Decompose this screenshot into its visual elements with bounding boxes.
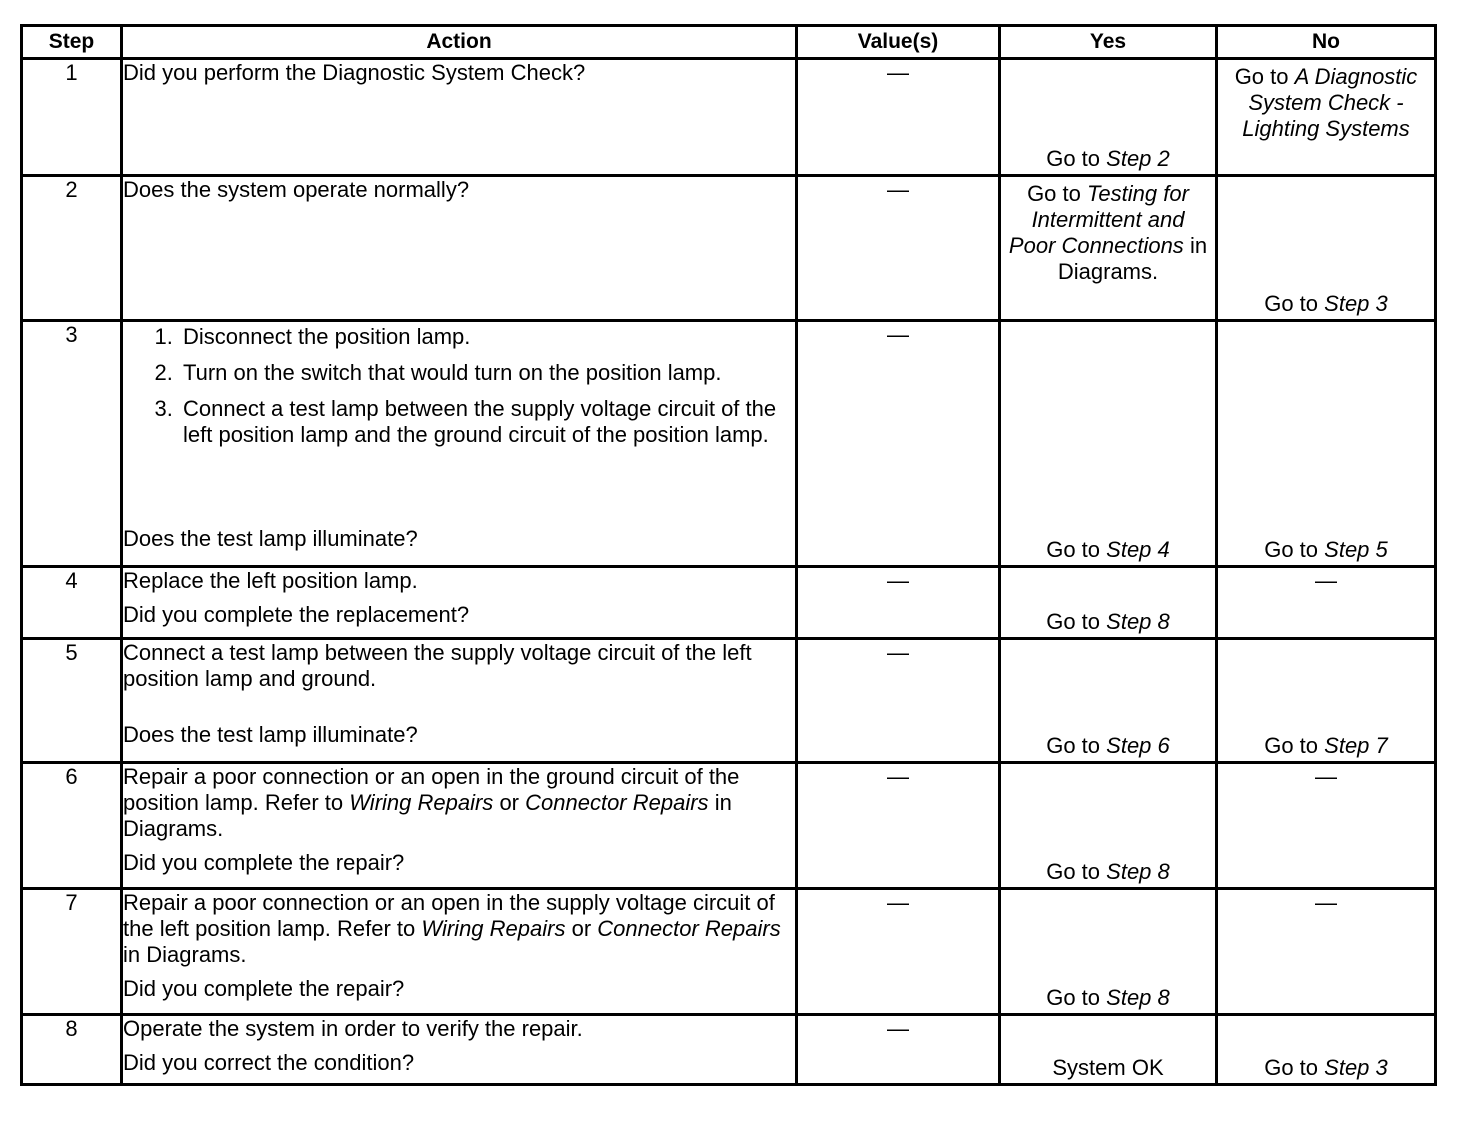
no-cell: [1217, 176, 1436, 321]
yes-link[interactable]: Step 8: [1106, 609, 1170, 634]
yes-prefix: Go to: [1046, 537, 1101, 562]
yes-link[interactable]: Step 4: [1106, 537, 1170, 562]
action-question: Does the system operate normally?: [123, 177, 470, 202]
action-question: Did you perform the Diagnostic System Check?: [123, 60, 586, 85]
table-row: [22, 321, 1436, 567]
system-ok-text: System OK: [1052, 1055, 1164, 1080]
action-instruction: Operate the system in order to verify the repair.: [123, 1016, 583, 1041]
list-item: 1. Disconnect the position lamp.: [179, 324, 795, 350]
yes-link[interactable]: Testing for Intermittent and Poor Connections: [1008, 181, 1189, 258]
diagnostic-table: [20, 24, 1437, 1086]
action-instruction: Replace the left position lamp.: [123, 568, 418, 593]
connector-repairs-link[interactable]: Connector Repairs: [525, 790, 709, 815]
action-cell: [122, 176, 797, 321]
value-cell: —: [797, 567, 1000, 639]
table-row: [22, 889, 1436, 1015]
no-link[interactable]: Step 3: [1324, 1055, 1388, 1080]
action-cell: [122, 567, 797, 639]
action-cell: [122, 763, 797, 889]
header-no: No: [1217, 26, 1436, 59]
value-cell: —: [797, 889, 1000, 1015]
yes-suffix: in: [1189, 233, 1208, 258]
yes-link[interactable]: Step 6: [1106, 733, 1170, 758]
wiring-repairs-link[interactable]: Wiring Repairs: [349, 790, 494, 815]
value-cell: —: [797, 176, 1000, 321]
no-link[interactable]: Step 5: [1324, 537, 1388, 562]
yes-link[interactable]: Step 8: [1106, 985, 1170, 1010]
connector-repairs-link[interactable]: Connector Repairs: [597, 916, 781, 941]
no-cell: [1217, 1015, 1436, 1085]
no-prefix: Go to: [1264, 1055, 1319, 1080]
no-cell: [1217, 639, 1436, 763]
value-cell: —: [797, 321, 1000, 567]
list-item: 3. Connect a test lamp between the supply voltage circuit of the left position lamp and the ground circuit of the position lamp.: [179, 396, 795, 448]
yes-prefix: Go to: [1027, 181, 1081, 206]
step-number: 7: [22, 889, 122, 1015]
yes-cell: [1000, 176, 1217, 321]
yes-cell: [1000, 321, 1217, 567]
table-row: [22, 59, 1436, 176]
value-cell: —: [797, 763, 1000, 889]
diagrams-text: Diagrams.: [146, 942, 247, 967]
no-cell: —: [1217, 567, 1436, 639]
step-number: 4: [22, 567, 122, 639]
wiring-repairs-link[interactable]: Wiring Repairs: [421, 916, 566, 941]
action-steps-list: [123, 324, 795, 458]
table-row: [22, 763, 1436, 889]
yes-prefix: Go to: [1046, 609, 1101, 634]
step-number: 2: [22, 176, 122, 321]
table-row: [22, 639, 1436, 763]
yes-prefix: Go to: [1046, 985, 1101, 1010]
action-cell: [122, 321, 797, 567]
yes-prefix: Go to: [1046, 733, 1101, 758]
no-cell: —: [1217, 763, 1436, 889]
step-number: 1: [22, 59, 122, 176]
no-link[interactable]: Step 7: [1324, 733, 1388, 758]
yes-link[interactable]: Step 8: [1106, 859, 1170, 884]
yes-link[interactable]: Step 2: [1106, 146, 1170, 171]
table-row: [22, 176, 1436, 321]
yes-prefix: Go to: [1046, 146, 1101, 171]
no-prefix: Go to: [1264, 291, 1319, 316]
yes-cell: [1000, 763, 1217, 889]
table-row: [22, 567, 1436, 639]
no-prefix: Go to: [1264, 537, 1319, 562]
yes-cell: [1000, 1015, 1217, 1085]
in-text: in: [123, 942, 141, 967]
header-row: [22, 26, 1436, 59]
action-instruction: Connect a test lamp between the supply voltage circuit of the left position lamp and ground.: [123, 640, 752, 691]
no-link[interactable]: A Diagnostic System Check - Lighting Systems: [1242, 64, 1418, 141]
yes-cell: [1000, 639, 1217, 763]
yes-cell: [1000, 889, 1217, 1015]
step-number: 5: [22, 639, 122, 763]
no-cell: —: [1217, 889, 1436, 1015]
action-question: Does the test lamp illuminate?: [123, 526, 418, 551]
header-step: Step: [22, 26, 122, 59]
action-question: Did you complete the repair?: [123, 850, 405, 875]
yes-tail: Diagrams.: [1057, 259, 1159, 284]
or-text: or: [571, 916, 592, 941]
action-instruction: [123, 890, 795, 968]
no-prefix: Go to: [1234, 64, 1289, 89]
yes-cell: [1000, 567, 1217, 639]
step-number: 6: [22, 763, 122, 889]
yes-cell: [1000, 59, 1217, 176]
instruction-text: Repair a poor connection or an open in the supply voltage circuit of the left position lamp. Refer to: [123, 890, 775, 941]
header-yes: Yes: [1000, 26, 1217, 59]
action-cell: [122, 59, 797, 176]
header-values: Value(s): [797, 26, 1000, 59]
header-action: Action: [122, 26, 797, 59]
action-question: Does the test lamp illuminate?: [123, 722, 418, 747]
step-number: 8: [22, 1015, 122, 1085]
list-item: 2. Turn on the switch that would turn on the position lamp.: [179, 360, 795, 386]
action-cell: [122, 1015, 797, 1085]
no-prefix: Go to: [1264, 733, 1319, 758]
no-cell: [1217, 321, 1436, 567]
action-cell: [122, 889, 797, 1015]
value-cell: —: [797, 59, 1000, 176]
step-number: 3: [22, 321, 122, 567]
instruction-text: Repair a poor connection or an open in the ground circuit of the position lamp. Refer to: [123, 764, 740, 815]
value-cell: —: [797, 639, 1000, 763]
or-text: or: [499, 790, 519, 815]
action-cell: [122, 639, 797, 763]
action-question: Did you correct the condition?: [123, 1050, 415, 1075]
diagrams-text: Diagrams.: [123, 816, 224, 841]
no-link[interactable]: Step 3: [1324, 291, 1388, 316]
action-question: Did you complete the repair?: [123, 976, 405, 1001]
action-instruction: [123, 764, 795, 842]
in-text: in: [714, 790, 732, 815]
no-cell: [1217, 59, 1436, 176]
table-row: [22, 1015, 1436, 1085]
value-cell: —: [797, 1015, 1000, 1085]
yes-prefix: Go to: [1046, 859, 1101, 884]
action-question: Did you complete the replacement?: [123, 602, 470, 627]
